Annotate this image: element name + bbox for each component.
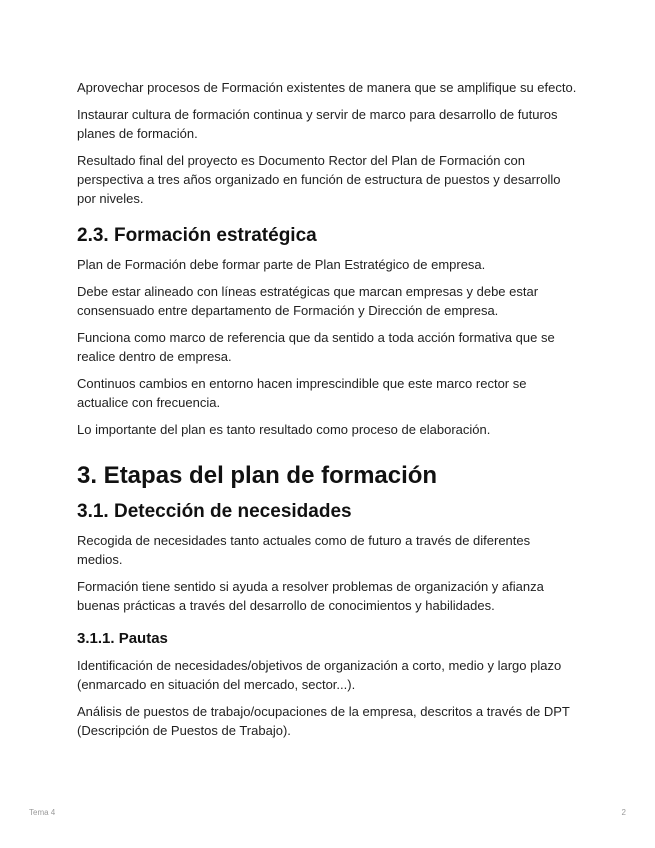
section-heading-3-1: 3.1. Detección de necesidades — [77, 501, 352, 522]
paragraph: Formación tiene sentido si ayuda a resolver problemas de organización y afianza buenas prácticas a través del desarrollo de conocimientos y habilidades. — [77, 579, 544, 613]
document-page — [77, 78, 577, 748]
paragraph: Lo importante del plan es tanto resultado como proceso de elaboración. — [77, 422, 491, 437]
paragraph: Funciona como marco de referencia que da sentido a toda acción formativa que se realice dentro de empresa. — [77, 330, 555, 364]
paragraph: Aprovechar procesos de Formación existentes de manera que se amplifique su efecto. — [77, 80, 577, 95]
paragraph: Continuos cambios en entorno hacen imprescindible que este marco rector se actualice con frecuencia. — [77, 376, 527, 410]
footer-chapter-label: Tema 4 — [29, 808, 56, 817]
paragraph: Plan de Formación debe formar parte de Plan Estratégico de empresa. — [77, 257, 486, 272]
section-heading-3: 3. Etapas del plan de formación — [77, 462, 438, 489]
paragraph: Identificación de necesidades/objetivos de organización a corto, medio y largo plazo (enmarcado en situación del mercado, sector...). — [77, 658, 562, 692]
page-number: 2 — [621, 808, 626, 817]
section-heading-2-3: 2.3. Formación estratégica — [77, 225, 317, 246]
paragraph: Resultado final del proyecto es Documento Rector del Plan de Formación con perspectiva a tres años organizado en función de estructura de puestos y desarrollo por niveles. — [77, 153, 561, 206]
paragraph: Instaurar cultura de formación continua y servir de marco para desarrollo de futuros planes de formación. — [77, 107, 558, 141]
section-heading-3-1-1: 3.1.1. Pautas — [77, 630, 168, 647]
paragraph: Análisis de puestos de trabajo/ocupaciones de la empresa, descritos a través de DPT (Descripción de Puestos de Trabajo). — [77, 704, 570, 738]
paragraph: Debe estar alineado con líneas estratégicas que marcan empresas y debe estar consensuado entre departamento de Formación y Dirección de empresa. — [77, 284, 539, 318]
paragraph: Recogida de necesidades tanto actuales como de futuro a través de diferentes medios. — [77, 533, 531, 567]
